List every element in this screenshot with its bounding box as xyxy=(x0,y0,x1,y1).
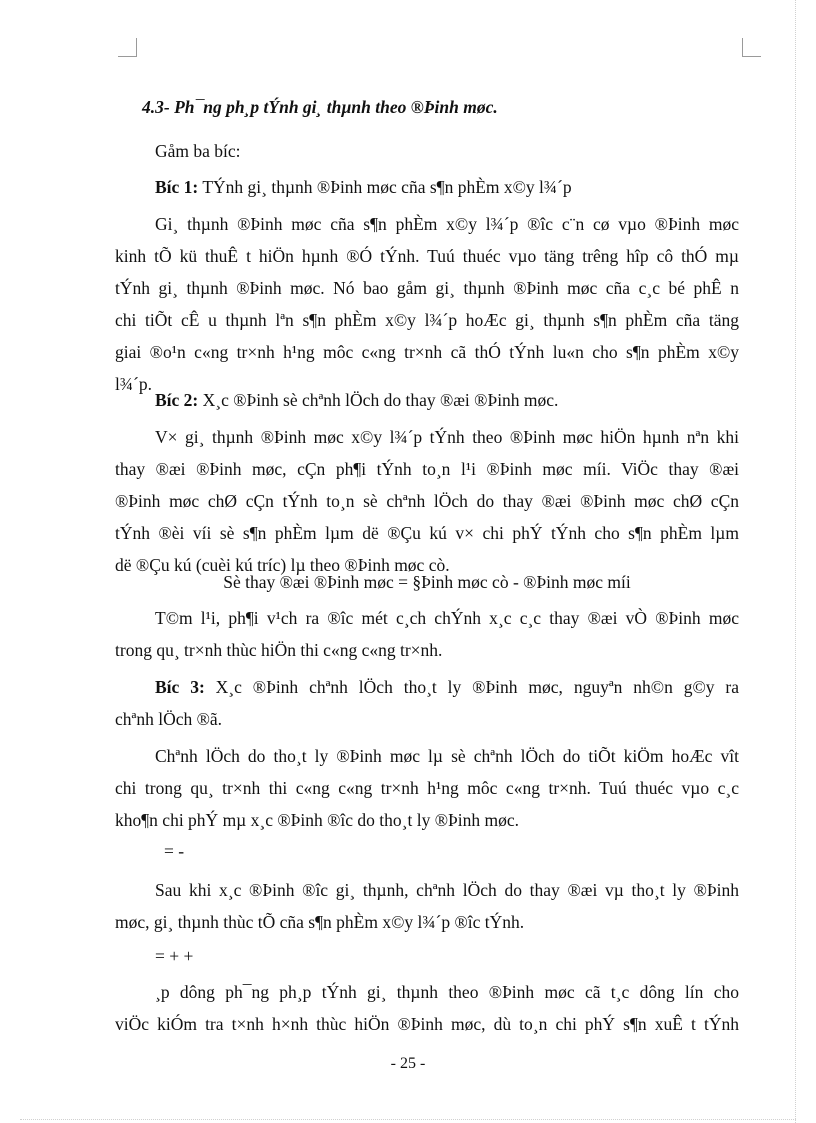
paragraph-line: ®Þinh møc chØ cÇn tÝnh to¸n sè chªnh lÖch do thay ®æi ®Þinh møc chØ cÇn xyxy=(115,491,739,511)
formula-deviation: = - xyxy=(164,841,185,861)
paragraph-line: viÖc kiÓm tra t×nh h×nh thùc hiÖn ®Þinh møc, dù to¸n chi phÝ s¶n xuÊ t tÝnh xyxy=(115,1014,739,1034)
step2-label: Bíc 2: xyxy=(155,390,199,410)
formula-change-in-norms: Sè thay ®æi ®Þinh møc = §Þinh møc cò - ®Þinh møc míi xyxy=(223,572,631,592)
paragraph-line: Chªnh lÖch do tho¸t ly ®Þinh møc lµ sè chªnh lÖch do tiÕt kiÖm hoÆc vît xyxy=(155,746,739,766)
paragraph-line: thay ®æi ®Þinh møc, cÇn ph¶i tÝnh to¸n l¹i ®Þinh møc míi. ViÖc thay ®æi xyxy=(115,459,739,479)
paragraph-line: ¸p dông ph¯ng ph¸p tÝnh gi¸ thµnh theo ®Þinh møc cã t¸c dông lín cho xyxy=(155,982,739,1002)
paragraph-line: T©m l¹i, ph¶i v¹ch ra ®îc mét c¸ch chÝnh x¸c c¸c thay ®æi vÒ ®Þinh møc xyxy=(155,608,739,628)
paragraph-line: trong qu¸ tr×nh thùc hiÖn thi c«ng c«ng tr×nh. xyxy=(115,640,443,660)
step1-text: TÝnh gi¸ thµnh ®Þinh møc cña s¶n phÈm x©y l¾´p xyxy=(198,177,572,197)
steps-intro: Gåm ba bíc: xyxy=(155,141,241,161)
paragraph-line: møc, gi¸ thµnh thùc tÕ cña s¶n phÈm x©y l¾´p ®îc tÝnh. xyxy=(115,912,525,932)
paragraph-line: giai ®o¹n c«ng tr×nh h¹ng môc c«ng tr×nh cã thÓ tÝnh lu«n cho s¶n phÈm x©y xyxy=(115,342,739,362)
crop-mark-top-left xyxy=(118,38,137,57)
step3-label: Bíc 3: xyxy=(155,677,205,697)
paragraph-line: V× gi¸ thµnh ®Þinh møc x©y l¾´p tÝnh theo ®Þinh møc hiÖn hµnh nªn khi xyxy=(155,427,739,447)
section-heading: 4.3- Ph¯ng ph¸p tÝnh gi¸ thµnh theo ®Þinh møc. xyxy=(142,97,498,117)
step2-line xyxy=(115,386,739,414)
page-number: - 25 - xyxy=(390,1055,426,1072)
step1-label: Bíc 1: xyxy=(155,177,199,197)
paragraph-line: kinh tÕ kü thuÊ t hiÖn hµnh ®Ó tÝnh. Tuú thuéc vµo täng trêng hîp cô thÓ mµ xyxy=(115,246,739,266)
step3-continuation: chªnh lÖch ®ã. xyxy=(115,709,223,729)
crop-mark-top-right xyxy=(742,38,761,57)
paragraph-line: Gi¸ thµnh ®Þinh møc cña s¶n phÈm x©y l¾´p ®îc c¨n cø vµo ®Þinh møc xyxy=(155,214,739,234)
page-margin-guide-right xyxy=(795,0,796,1123)
paragraph-line: Sau khi x¸c ®Þinh ®îc gi¸ thµnh, chªnh lÖch do thay ®æi vµ tho¸t ly ®Þinh xyxy=(155,880,739,900)
paragraph-line: dë ®Çu kú (cuèi kú tríc) lµ theo ®Þinh møc cò. xyxy=(115,555,450,575)
page-margin-guide-bottom xyxy=(20,1119,796,1120)
formula-actual-cost: = + + xyxy=(155,946,194,966)
step1-line xyxy=(115,173,739,201)
paragraph-line: tÝnh ®èi víi sè s¶n phÈm lµm dë ®Çu kú v× chi phÝ tÝnh cho s¶n phÈm lµm xyxy=(115,523,739,543)
paragraph-line: kho¶n chi phÝ mµ x¸c ®Þinh ®îc do tho¸t ly ®Þinh møc. xyxy=(115,810,519,830)
paragraph-line: chi trong qu¸ tr×nh thi c«ng c«ng tr×nh h¹ng môc c«ng tr×nh. Tuú thuéc vµo c¸c xyxy=(115,778,739,798)
paragraph-line: l¾´p. xyxy=(115,374,152,394)
step3-line xyxy=(115,673,739,701)
paragraph-line: tÝnh gi¸ thµnh ®Þinh møc. Nó bao gåm gi¸ thµnh ®Þinh møc cña c¸c bé phÊ n xyxy=(115,278,739,298)
step3-text: X¸c ®Þinh chªnh lÖch tho¸t ly ®Þinh møc, nguyªn nh©n g©y ra xyxy=(204,677,739,697)
paragraph-line: chi tiÕt cÊ u thµnh lªn s¶n phÈm x©y l¾´p hoÆc gi¸ thµnh s¶n phÈm cña täng xyxy=(115,310,739,330)
step2-text: X¸c ®Þinh sè chªnh lÖch do thay ®æi ®Þinh møc. xyxy=(198,390,559,410)
